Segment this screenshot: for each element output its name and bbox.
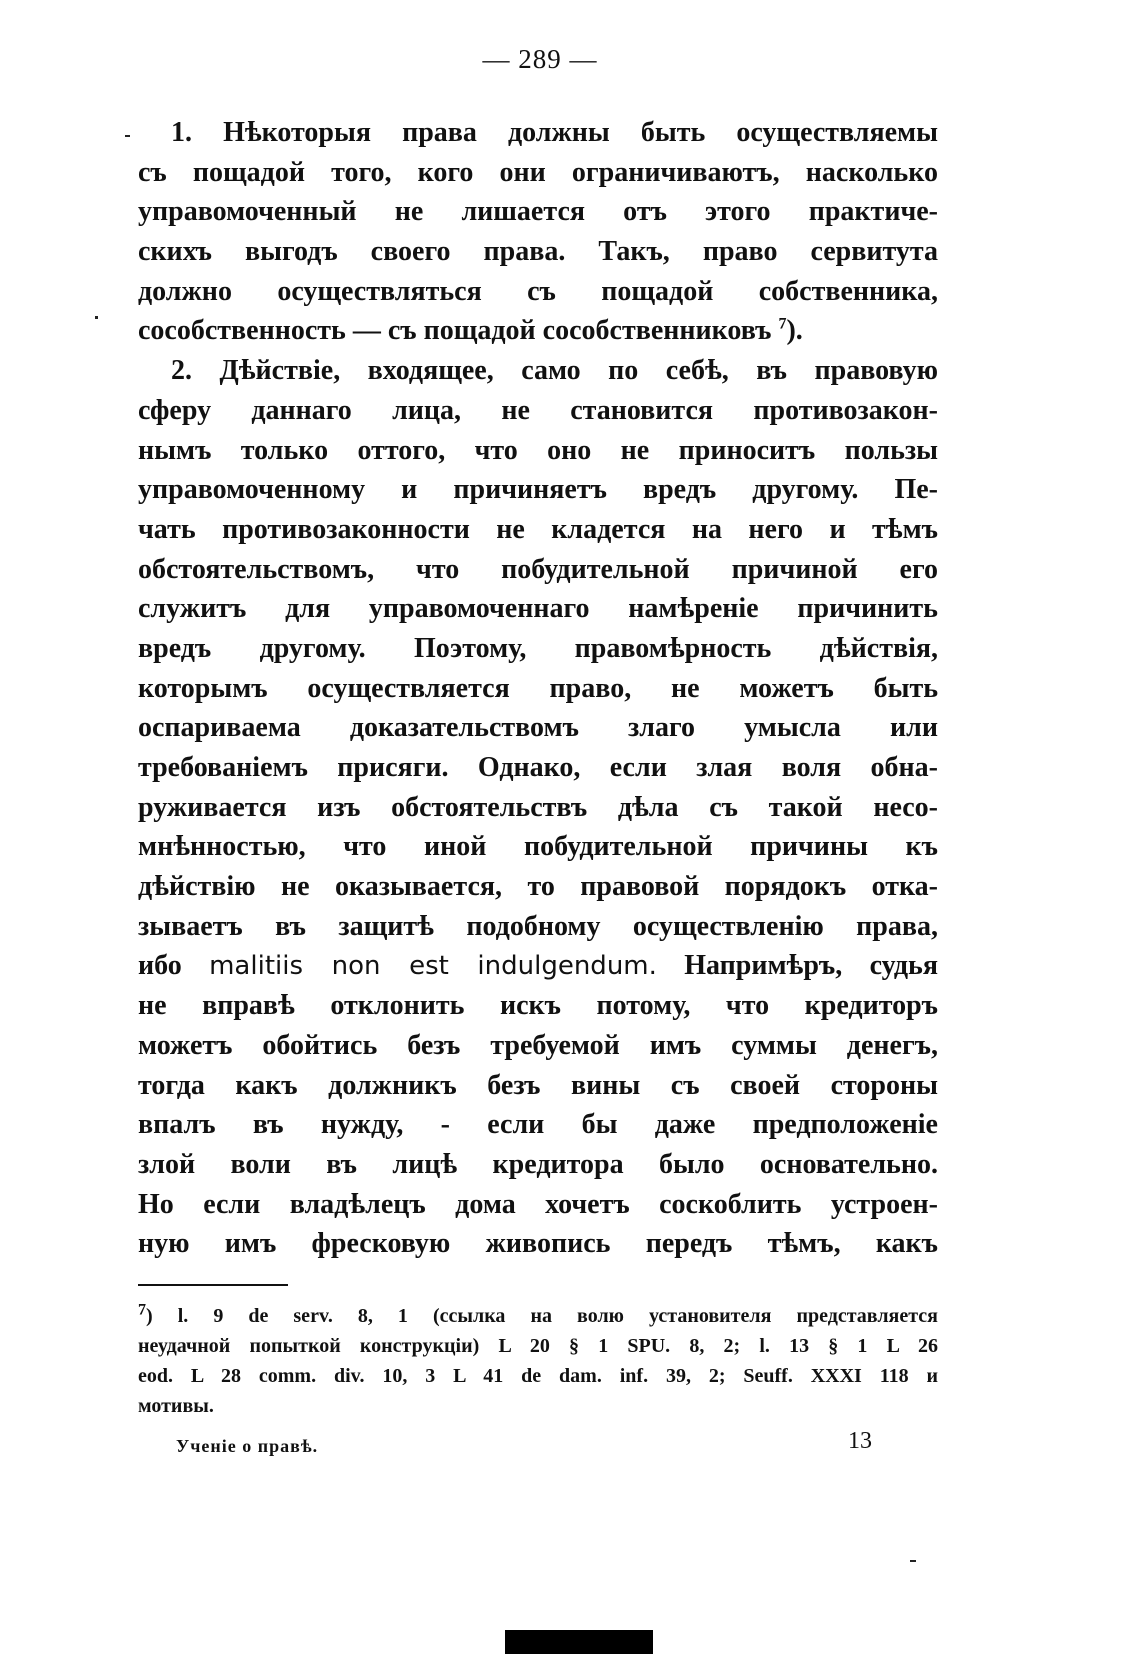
text-line: требованіемъ присяги. Однако, если злая воля обна- xyxy=(138,752,938,783)
text-line: должно осуществляться съ пощадой собственника, xyxy=(138,275,938,307)
latin-phrase: malitiis non est indulgendum. xyxy=(209,951,657,982)
page-number: — 289 — xyxy=(482,44,598,74)
text-line-start: ибо xyxy=(138,950,182,982)
text-line: съ пощадой того, кого они ограничиваютъ, насколько xyxy=(138,156,938,188)
footnote-line: неудачной попыткой конструкціи) L 20 § 1 SPU. 8, 2; l. 13 § 1 L 26 xyxy=(138,1335,938,1357)
footnote-marker-close: ) xyxy=(146,1305,153,1327)
text-line: управомоченный не лишается отъ этого практиче- xyxy=(138,196,938,228)
text-line: управомоченному и причиняетъ вредъ другому. Пе- xyxy=(138,474,938,506)
text-line: 2. Дѣйствіе, входящее, само по себѣ, въ правовую xyxy=(171,355,938,387)
footnote-line-content: l. 9 de serv. 8, 1 (ссылка на волю установителя представляется xyxy=(177,1305,938,1327)
text-line: оспариваема доказательствомъ злаго умысла или xyxy=(138,712,938,744)
text-line: зываетъ въ защитѣ подобному осуществленію права, xyxy=(138,910,938,942)
text-line-end: Напримѣръ, судья xyxy=(684,950,939,982)
text-line: мнѣнностью, что иной побудительной причины къ xyxy=(138,831,938,863)
footnote-line xyxy=(138,1301,938,1331)
text-line: которымъ осуществляется право, не можетъ быть xyxy=(138,672,938,704)
text-line: служитъ для управомоченнаго намѣреніе причинить xyxy=(138,593,938,625)
text-line: вредъ другому. Поэтому, правомѣрность дѣйствія, xyxy=(138,632,938,664)
scan-speck xyxy=(95,316,98,319)
text-line: дѣйствію не оказывается, то правовой порядокъ отка- xyxy=(138,871,938,903)
text-line: не вправѣ отклонить искъ потому, что кредиторъ xyxy=(138,990,938,1022)
signature-title: Ученіе о правѣ. xyxy=(176,1436,319,1456)
text-line: чать противозаконности не кладется на него и тѣмъ xyxy=(138,513,938,545)
footnote-marker: 7 xyxy=(138,1301,146,1319)
text-line: злой воли въ лицѣ кредитора было основательно. xyxy=(138,1148,938,1180)
footnote-reference: 7 xyxy=(778,316,787,334)
text-line: ную имъ фресковую живопись передъ тѣмъ, какъ xyxy=(138,1228,938,1260)
text-line: руживается изъ обстоятельствъ дѣла съ такой несо- xyxy=(138,791,938,823)
text-line: Но если владѣлецъ дома хочетъ соскоблить устроен- xyxy=(138,1188,938,1220)
text-line: обстоятельствомъ, что побудительной причиной его xyxy=(138,553,938,585)
text-line: тогда какъ должникъ безъ вины съ своей стороны xyxy=(138,1069,938,1101)
text-line xyxy=(138,946,938,986)
scan-speck xyxy=(910,1560,916,1562)
footnote-divider xyxy=(138,1284,288,1286)
footnote xyxy=(138,1301,938,1421)
text-line: сферу даннаго лица, не становится противозакон- xyxy=(138,394,938,426)
text-line: нымъ только оттого, что оно не приноситъ пользы xyxy=(138,434,938,466)
footnote-reference-close: ). xyxy=(786,315,803,347)
text-line: можетъ обойтись безъ требуемой имъ суммы денегъ, xyxy=(138,1029,938,1061)
sheet-number: 13 xyxy=(848,1428,872,1454)
text-line-content: сособственность — съ пощадой сособственниковъ xyxy=(138,315,772,347)
text-line: впалъ въ нужду, - если бы даже предположеніе xyxy=(138,1109,938,1141)
text-line xyxy=(138,311,938,351)
footnote-line: мотивы. xyxy=(138,1395,214,1417)
text-line: скихъ выгодъ своего права. Такъ, право сервитута xyxy=(138,236,938,268)
scan-speck xyxy=(125,135,130,137)
text-line: 1. Нѣкоторыя права должны быть осуществляемы xyxy=(171,117,938,148)
footnote-line: eod. L 28 comm. div. 10, 3 L 41 de dam. inf. 39, 2; Seuff. XXXI 118 и xyxy=(138,1365,938,1387)
main-text xyxy=(138,113,938,1264)
scan-edge-bar xyxy=(505,1630,653,1654)
